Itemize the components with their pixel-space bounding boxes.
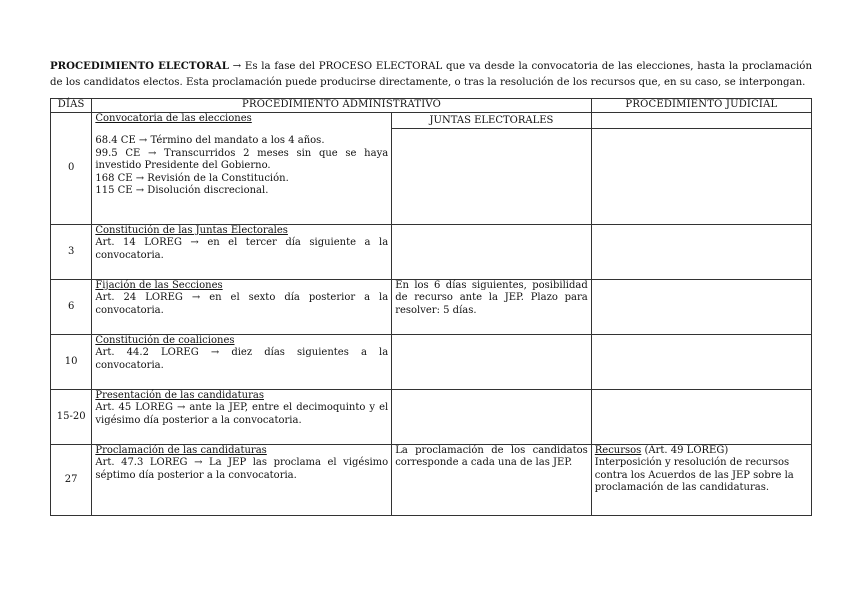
adm-text: Art. 14 LOREG → en el tercer día siguiente a la convocatoria. [95, 237, 389, 261]
administrative-cell [92, 445, 392, 516]
judicial-cell [591, 280, 811, 335]
administrative-cell [92, 390, 392, 445]
adm-text: Art. 47.3 LOREG → La JEP las proclama el vigésimo séptimo día posterior a la convocatoria. [95, 457, 389, 481]
table-row [51, 335, 812, 390]
day-cell: 10 [51, 335, 92, 390]
day-cell: 3 [51, 225, 92, 280]
judicial-cell [591, 335, 811, 390]
adm-title: Constitución de las Juntas Electorales [95, 225, 288, 236]
table-row [51, 225, 812, 280]
juntas-cell [392, 113, 592, 225]
document-page [50, 58, 812, 516]
judicial-cell [591, 113, 811, 225]
table-header-row [51, 99, 812, 113]
procedure-table [50, 98, 812, 516]
table-row [51, 280, 812, 335]
intro-bold-term: PROCEDIMIENTO ELECTORAL [50, 60, 229, 72]
adm-line: 168 CE → Revisión de la Constitución. [95, 172, 289, 184]
header-administrativo: PROCEDIMIENTO ADMINISTRATIVO [92, 99, 591, 113]
adm-text: Art. 45 LOREG → ante la JEP, entre el decimoquinto y el vigésimo día posterior a la convocatoria. [95, 402, 389, 426]
administrative-cell [92, 280, 392, 335]
judicial-text: Interposición y resolución de recursos contra los Acuerdos de las JEP sobre la proclamación de las candidaturas. [594, 457, 794, 494]
juntas-cell [392, 335, 592, 390]
adm-text: Art. 44.2 LOREG → diez días siguientes a la convocatoria. [95, 347, 389, 371]
adm-title: Constitución de coaliciones [95, 335, 235, 346]
intro-arrow: → [228, 61, 245, 72]
header-dias: DÍAS [51, 99, 92, 113]
judicial-title: Recursos [594, 445, 642, 456]
adm-title: Presentación de las candidaturas [95, 390, 264, 401]
adm-text: Art. 24 LOREG → en el sexto día posterior a la convocatoria. [95, 292, 389, 316]
administrative-cell [92, 113, 392, 225]
adm-title: Proclamación de las candidaturas [95, 445, 267, 456]
adm-line: 99.5 CE → Transcurridos 2 meses sin que se haya investido Presidente del Gobierno. [95, 147, 389, 172]
adm-line: 68.4 CE → Término del mandato a los 4 años. [95, 135, 325, 147]
day-cell: 15-20 [51, 390, 92, 445]
intro-paragraph [50, 58, 812, 91]
administrative-cell [92, 225, 392, 280]
administrative-cell [92, 335, 392, 390]
day-cell: 27 [51, 445, 92, 516]
day-cell: 0 [51, 113, 92, 225]
juntas-subheader: JUNTAS ELECTORALES [392, 113, 591, 129]
header-judicial: PROCEDIMIENTO JUDICIAL [591, 99, 811, 113]
table-row [51, 445, 812, 516]
judicial-cell [591, 225, 811, 280]
judicial-ref: (Art. 49 LOREG) [641, 445, 729, 456]
day-cell: 6 [51, 280, 92, 335]
judicial-subheader-blank [592, 113, 811, 129]
judicial-heading [595, 445, 808, 457]
judicial-cell [591, 390, 811, 445]
judicial-cell [591, 445, 811, 516]
adm-line: 115 CE → Disolución discrecional. [95, 185, 269, 197]
table-row [51, 113, 812, 225]
intro-text: Es la fase del PROCESO ELECTORAL que va desde la convocatoria de las elecciones, hasta la proclamación de los candidatos electos. Esta proclamación puede producirse directamente, o tras la resolución de los recursos que, en su caso, se interpongan. [50, 61, 813, 88]
juntas-cell [392, 390, 592, 445]
adm-title: Fijación de las Secciones [95, 280, 223, 291]
juntas-cell: En los 6 días siguientes, posibilidad de recurso ante la JEP. Plazo para resolver: 5 días. [392, 280, 592, 335]
adm-title: Convocatoria de las elecciones [95, 113, 252, 124]
juntas-cell: La proclamación de los candidatos corresponde a cada una de las JEP. [392, 445, 592, 516]
table-row [51, 390, 812, 445]
juntas-cell [392, 225, 592, 280]
